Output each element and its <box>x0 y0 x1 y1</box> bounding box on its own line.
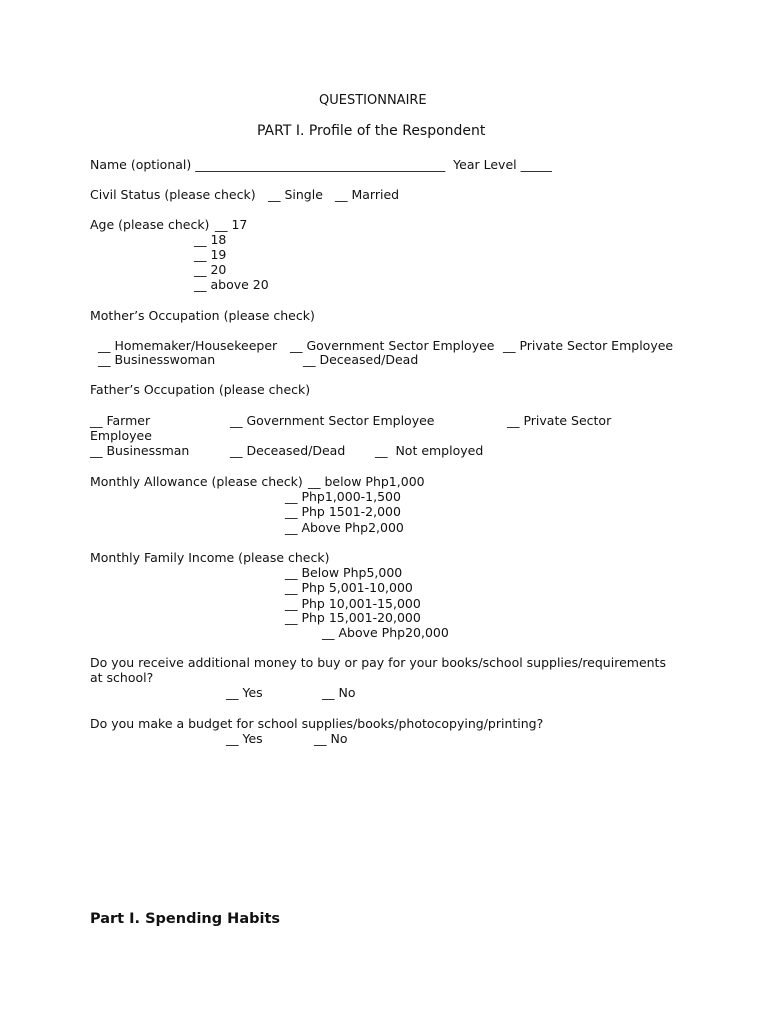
mother-option-businesswoman: __ Businesswoman <box>98 352 216 367</box>
father-option-farmer: __ Farmer <box>90 413 151 428</box>
civil-status-married-option: __ Married <box>335 187 400 202</box>
civil-status-single-option: __ Single <box>268 187 323 202</box>
income-option-15001-20000: __ Php 15,001-20,000 <box>285 610 421 625</box>
father-option-private-continued: Employee <box>90 428 152 443</box>
additional-money-question: Do you receive additional money to buy or pay for your books/school supplies/requirements <box>90 655 666 670</box>
allowance-option-1000-1500: __ Php1,000-1,500 <box>285 489 401 504</box>
mother-option-deceased: __ Deceased/Dead <box>303 352 419 367</box>
age-option-18: __ 18 <box>194 232 227 247</box>
father-option-deceased: __ Deceased/Dead <box>230 443 346 458</box>
budget-no-option: __ No <box>314 731 348 746</box>
age-option-above-20: __ above 20 <box>194 277 269 292</box>
age-option-20: __ 20 <box>194 262 227 277</box>
age-option-19: __ 19 <box>194 247 227 262</box>
income-option-above-20000: __ Above Php20,000 <box>322 625 449 640</box>
spending-habits-heading: Part I. Spending Habits <box>90 911 281 927</box>
mother-occupation-label: Mother’s Occupation (please check) <box>90 308 315 323</box>
document-title: QUESTIONNAIRE <box>319 93 427 108</box>
additional-money-yes-option: __ Yes <box>226 685 263 700</box>
father-option-not-employed: __ Not employed <box>375 443 484 458</box>
income-option-10001-15000: __ Php 10,001-15,000 <box>285 596 421 611</box>
civil-status-label: Civil Status (please check) <box>90 187 256 202</box>
age-option-17: __ 17 <box>215 217 248 232</box>
father-occupation-label: Father’s Occupation (please check) <box>90 382 311 397</box>
budget-yes-option: __ Yes <box>226 731 263 746</box>
additional-money-question-continued: at school? <box>90 670 154 685</box>
allowance-option-1501-2000: __ Php 1501-2,000 <box>285 504 401 519</box>
allowance-label: Monthly Allowance (please check) <box>90 474 303 489</box>
mother-option-homemaker: __ Homemaker/Housekeeper <box>98 338 278 353</box>
income-option-below-5000: __ Below Php5,000 <box>285 565 403 580</box>
mother-option-private: __ Private Sector Employee <box>503 338 674 353</box>
father-option-private: __ Private Sector <box>507 413 612 428</box>
additional-money-no-option: __ No <box>322 685 356 700</box>
name-field-line: Name (optional) ________________________________________ Year Level _____ <box>90 157 552 172</box>
allowance-option-below-1000: __ below Php1,000 <box>308 474 425 489</box>
income-label: Monthly Family Income (please check) <box>90 550 330 565</box>
age-label: Age (please check) <box>90 217 210 232</box>
income-option-5001-10000: __ Php 5,001-10,000 <box>285 580 413 595</box>
allowance-option-above-2000: __ Above Php2,000 <box>285 520 404 535</box>
father-option-businessman: __ Businessman <box>90 443 190 458</box>
budget-question: Do you make a budget for school supplies/books/photocopying/printing? <box>90 716 544 731</box>
mother-option-government: __ Government Sector Employee <box>290 338 495 353</box>
part1-profile-heading: PART I. Profile of the Respondent <box>257 123 486 139</box>
father-option-government: __ Government Sector Employee <box>230 413 435 428</box>
